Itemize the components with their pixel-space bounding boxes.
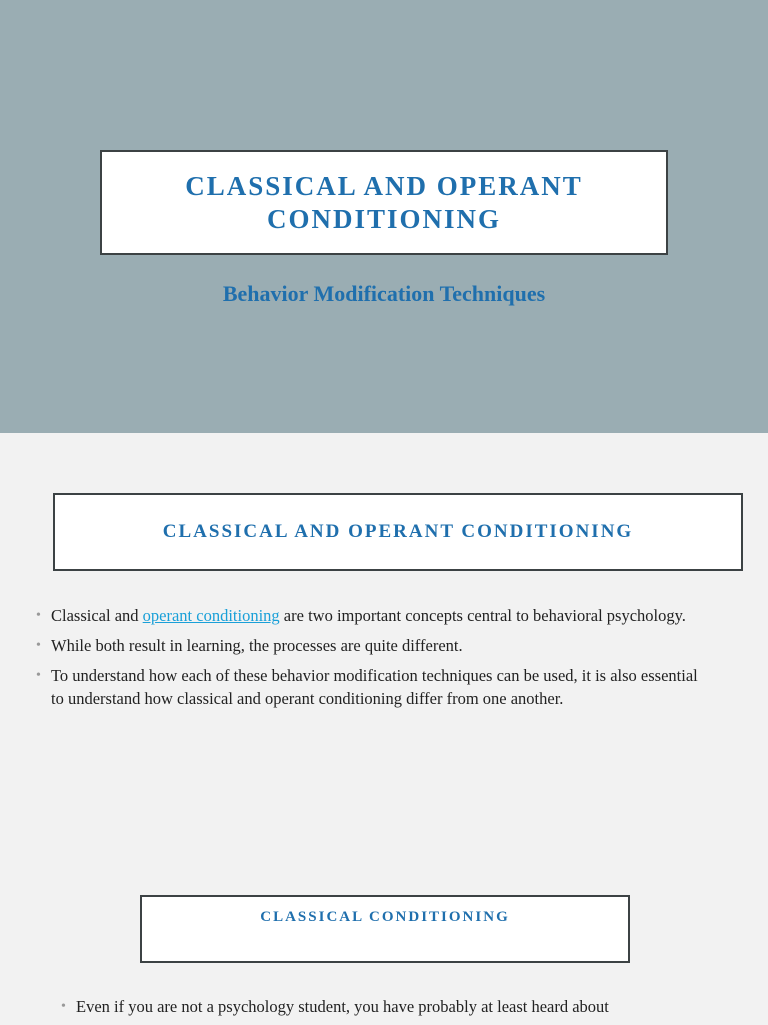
slide3-heading: CLASSICAL CONDITIONING [260,909,510,925]
slide2-bullets [30,604,710,717]
bullet-item: • Even if you are not a psychology student, you have probably at least heard about [55,995,745,1018]
bullet-text: are two important concepts central to behavioral psychology. [279,606,686,625]
subtitle: Behavior Modification Techniques [222,281,546,306]
slide2-heading-box [53,493,743,571]
operant-conditioning-link[interactable]: operant conditioning [142,606,280,625]
bullet-text: Classical and [51,606,143,625]
title-slide [0,0,768,433]
bullet-item: • To understand how each of these behavior modification techniques can be used, it is also essential to understand how classical and operant conditioning differ from one another. [30,664,710,710]
title-line-1: CLASSICAL AND OPERANT [185,170,583,201]
slide3-bullets [55,995,745,1025]
title-box [100,150,668,255]
title-line-2: CONDITIONING [266,203,502,234]
bullet-item: • While both result in learning, the processes are quite different. [30,634,710,657]
bullet-item [30,604,710,627]
slide2-heading: CLASSICAL AND OPERANT CONDITIONING [162,521,634,542]
slide3-heading-box [140,895,630,963]
